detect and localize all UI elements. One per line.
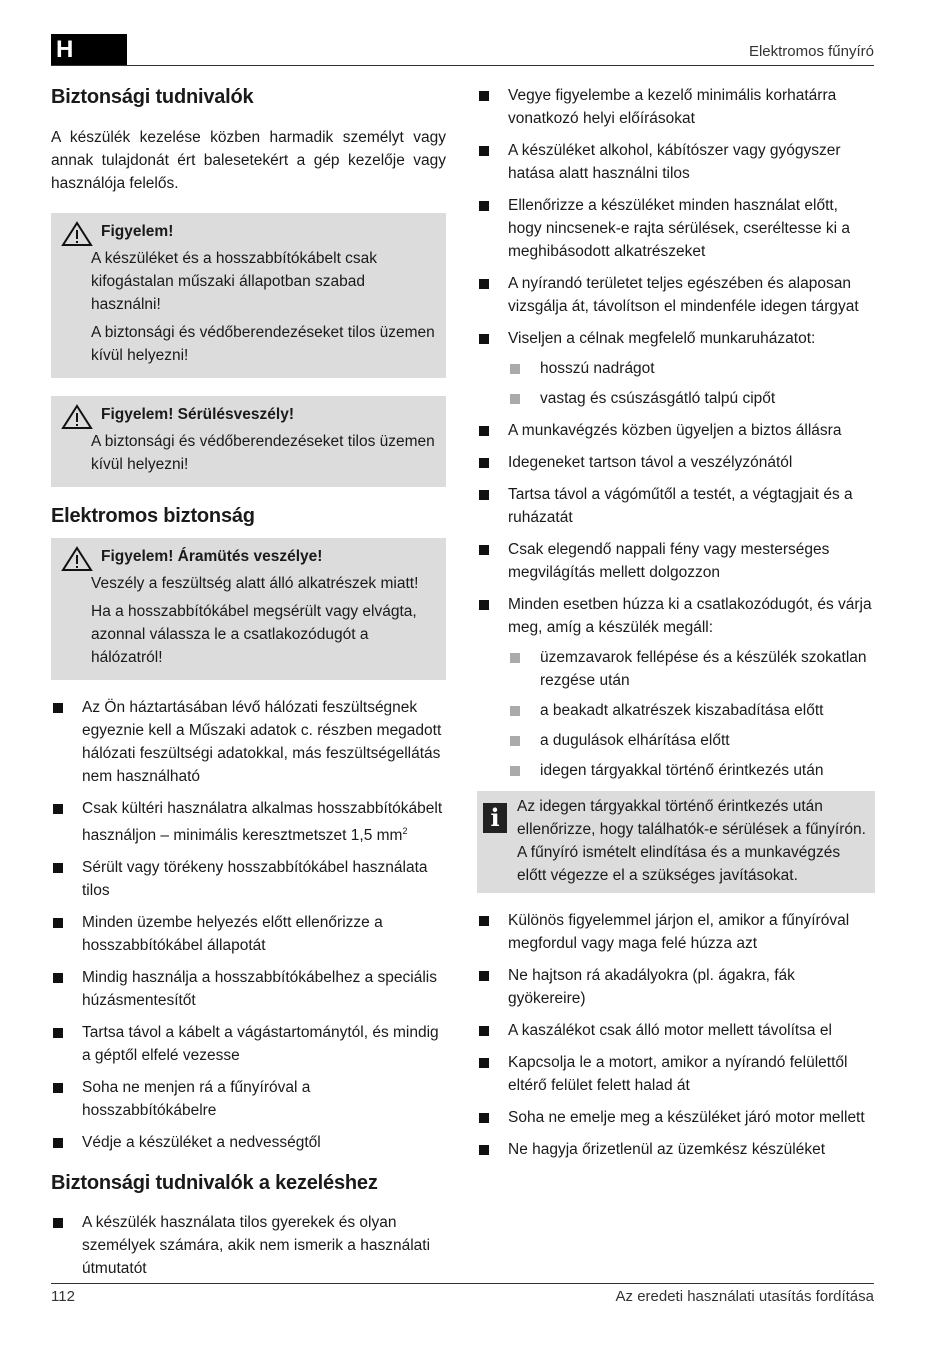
page-number: 112 xyxy=(51,1288,75,1305)
superscript: 2 xyxy=(402,826,408,836)
warning-text: A biztonsági és védőberendezéseket tilos üzemen kívül helyezni! xyxy=(91,324,435,364)
warning-title: Figyelem! Áramütés veszélye! xyxy=(101,548,323,565)
list-item: Csak elegendő nappali fény vagy mesterséges megvilágítás mellett dolgozzon xyxy=(477,538,875,584)
list-item: A készülék használata tilos gyerekek és olyan személyek számára, akik nem ismerik a használati útmutatót xyxy=(51,1211,446,1280)
list-item: Ne hajtson rá akadályokra (pl. ágakra, fák gyökereire) xyxy=(477,964,875,1010)
warning-box xyxy=(51,396,446,487)
sublist-item: hosszú nadrágot xyxy=(508,357,875,380)
bullet-icon xyxy=(510,653,520,663)
bullet-icon xyxy=(479,1145,489,1155)
list-item: Tartsa távol a kábelt a vágástartománytól, és mindig a géptől elfelé vezesse xyxy=(51,1021,446,1067)
list-item: Csak kültéri használatra alkalmas hosszabbítókábelt használjon – minimális keresztmetszet 1,5 $mm^2$ xyxy=(51,797,446,847)
list-item: Viseljen a célnak megfelelő munkaruházatot: hosszú nadrágot vastag és csúszásgátló talpú cipőt xyxy=(477,327,875,410)
bullet-icon xyxy=(510,736,520,746)
sublist-item: a beakadt alkatrészek kiszabadítása előtt xyxy=(508,699,875,722)
bullet-icon xyxy=(510,394,520,404)
list-item: A nyírandó területet teljes egészében és alaposan vizsgálja át, távolítson el mindenféle idegen tárgyat xyxy=(477,272,875,318)
bullet-icon xyxy=(479,916,489,926)
warning-text: A biztonsági és védőberendezéseket tilos üzemen kívül helyezni! xyxy=(91,433,435,473)
list-item: Mindig használja a hosszabbítókábelhez a speciális húzásmentesítőt xyxy=(51,966,446,1012)
bullet-icon xyxy=(510,766,520,776)
bullet-icon xyxy=(479,971,489,981)
warning-text: Ha a hosszabbítókábel megsérült vagy elvágta, azonnal válassza le a csatlakozódugót a hálózatról! xyxy=(91,603,417,666)
warning-triangle-icon xyxy=(61,404,93,430)
sublist xyxy=(508,646,875,782)
bullet-icon xyxy=(479,1113,489,1123)
list-item: Vegye figyelembe a kezelő minimális korhatárra vonatkozó helyi előírásokat xyxy=(477,84,875,130)
bullet-icon xyxy=(479,1058,489,1068)
bullet-icon xyxy=(510,706,520,716)
sublist-item: vastag és csúszásgátló talpú cipőt xyxy=(508,387,875,410)
bullet-icon xyxy=(479,334,489,344)
list-item: Idegeneket tartson távol a veszélyzónától xyxy=(477,451,875,474)
warning-text: A készüléket és a hosszabbítókábelt csak kifogástalan műszaki állapotban szabad használni! xyxy=(91,250,378,313)
list-item: Soha ne emelje meg a készüléket járó motor mellett xyxy=(477,1106,875,1129)
list-item: Minden üzembe helyezés előtt ellenőrizze a hosszabbítókábel állapotát xyxy=(51,911,446,957)
footer-text: Az eredeti használati utasítás fordítása xyxy=(615,1288,874,1305)
list-item: Soha ne menjen rá a fűnyíróval a hosszabbítókábelre xyxy=(51,1076,446,1122)
header-title: Elektromos fűnyíró xyxy=(748,43,874,60)
bullet-icon xyxy=(53,1083,63,1093)
list-item: Minden esetben húzza ki a csatlakozódugót, és várja meg, amíg a készülék megáll: üzemzavarok fellépése és a készülék szokatlan rezgése után a beakadt alkatrészek kiszabadítása előtt a dugulások elhárítása előtt idegen tárgyakkal történő érintkezés után xyxy=(477,593,875,782)
operation-safety-list-end xyxy=(477,909,875,1161)
list-item: Az Ön háztartásában lévő hálózati feszültségnek egyeznie kell a Műszaki adatok c. részben megadott hálózati feszültségi adatokkal, más feszültségellátás nem használható xyxy=(51,696,446,788)
bullet-icon xyxy=(53,804,63,814)
bullet-icon xyxy=(53,703,63,713)
warning-title: Figyelem! xyxy=(101,223,174,240)
section-heading-operation: Biztonsági tudnivalók a kezeléshez xyxy=(51,1172,378,1195)
bullet-icon xyxy=(479,600,489,610)
left-column xyxy=(51,84,446,1289)
list-item: Különös figyelemmel járjon el, amikor a fűnyíróval megfordul vagy maga felé húzza azt xyxy=(477,909,875,955)
sublist xyxy=(508,357,875,410)
footer-divider xyxy=(51,1283,874,1284)
section-heading-safety: Biztonsági tudnivalók xyxy=(51,86,254,108)
list-item: A készüléket alkohol, kábítószer vagy gyógyszer hatása alatt használni tilos xyxy=(477,139,875,185)
warning-box xyxy=(51,538,446,680)
warning-triangle-icon xyxy=(61,221,93,247)
operation-safety-list-cont xyxy=(477,84,875,782)
bullet-icon xyxy=(53,918,63,928)
sublist-item: üzemzavarok fellépése és a készülék szokatlan rezgése után xyxy=(508,646,875,692)
sublist-item: a dugulások elhárítása előtt xyxy=(508,729,875,752)
list-item: Sérült vagy törékeny hosszabbítókábel használata tilos xyxy=(51,856,446,902)
bullet-icon xyxy=(53,973,63,983)
operation-safety-list xyxy=(51,1211,446,1280)
info-text: Az idegen tárgyakkal történő érintkezés után ellenőrizze, hogy találhatók-e sérülések a fűnyírón. A fűnyíró ismételt elindítása és a munkavégzés előtt végezze el a szükséges javításokat. xyxy=(517,798,866,884)
header-divider xyxy=(51,65,874,66)
warning-text: Veszély a feszültség alatt álló alkatrészek miatt! xyxy=(91,575,419,592)
list-item: Tartsa távol a vágóműtől a testét, a végtagjait és a ruházatát xyxy=(477,483,875,529)
list-item: Védje a készüléket a nedvességtől xyxy=(51,1131,446,1154)
bullet-icon xyxy=(479,279,489,289)
language-badge: H xyxy=(51,34,127,66)
bullet-icon xyxy=(479,426,489,436)
warning-title: Figyelem! Sérülésveszély! xyxy=(101,406,294,423)
bullet-icon xyxy=(479,458,489,468)
bullet-icon xyxy=(479,490,489,500)
bullet-icon xyxy=(479,146,489,156)
info-icon: i xyxy=(483,803,507,833)
bullet-icon xyxy=(53,863,63,873)
list-item: A munkavégzés közben ügyeljen a biztos állásra xyxy=(477,419,875,442)
section-heading-electrical: Elektromos biztonság xyxy=(51,505,255,527)
bullet-icon xyxy=(53,1218,63,1228)
intro-paragraph: A készülék kezelése közben harmadik személyt vagy annak tulajdonát ért balesetekért a gép kezelője vagy használója felelős. xyxy=(51,129,446,192)
bullet-icon xyxy=(479,91,489,101)
bullet-icon xyxy=(53,1028,63,1038)
list-item: Ne hagyja őrizetlenül az üzemkész készüléket xyxy=(477,1138,875,1161)
bullet-icon xyxy=(53,1138,63,1148)
bullet-icon xyxy=(479,1026,489,1036)
list-item: Ellenőrizze a készüléket minden használat előtt, hogy nincsenek-e rajta sérülések, cseréltesse ki a meghibásodott alkatrészeket xyxy=(477,194,875,263)
right-column xyxy=(477,84,875,1170)
sublist-item: idegen tárgyakkal történő érintkezés után xyxy=(508,759,875,782)
list-item: A kaszálékot csak álló motor mellett távolítsa el xyxy=(477,1019,875,1042)
list-item: Kapcsolja le a motort, amikor a nyírandó felülettől eltérő felület felett halad át xyxy=(477,1051,875,1097)
warning-box xyxy=(51,213,446,378)
bullet-icon xyxy=(510,364,520,374)
bullet-icon xyxy=(479,545,489,555)
bullet-icon xyxy=(479,201,489,211)
warning-triangle-icon xyxy=(61,546,93,572)
electrical-safety-list xyxy=(51,696,446,1154)
info-box xyxy=(477,791,875,893)
